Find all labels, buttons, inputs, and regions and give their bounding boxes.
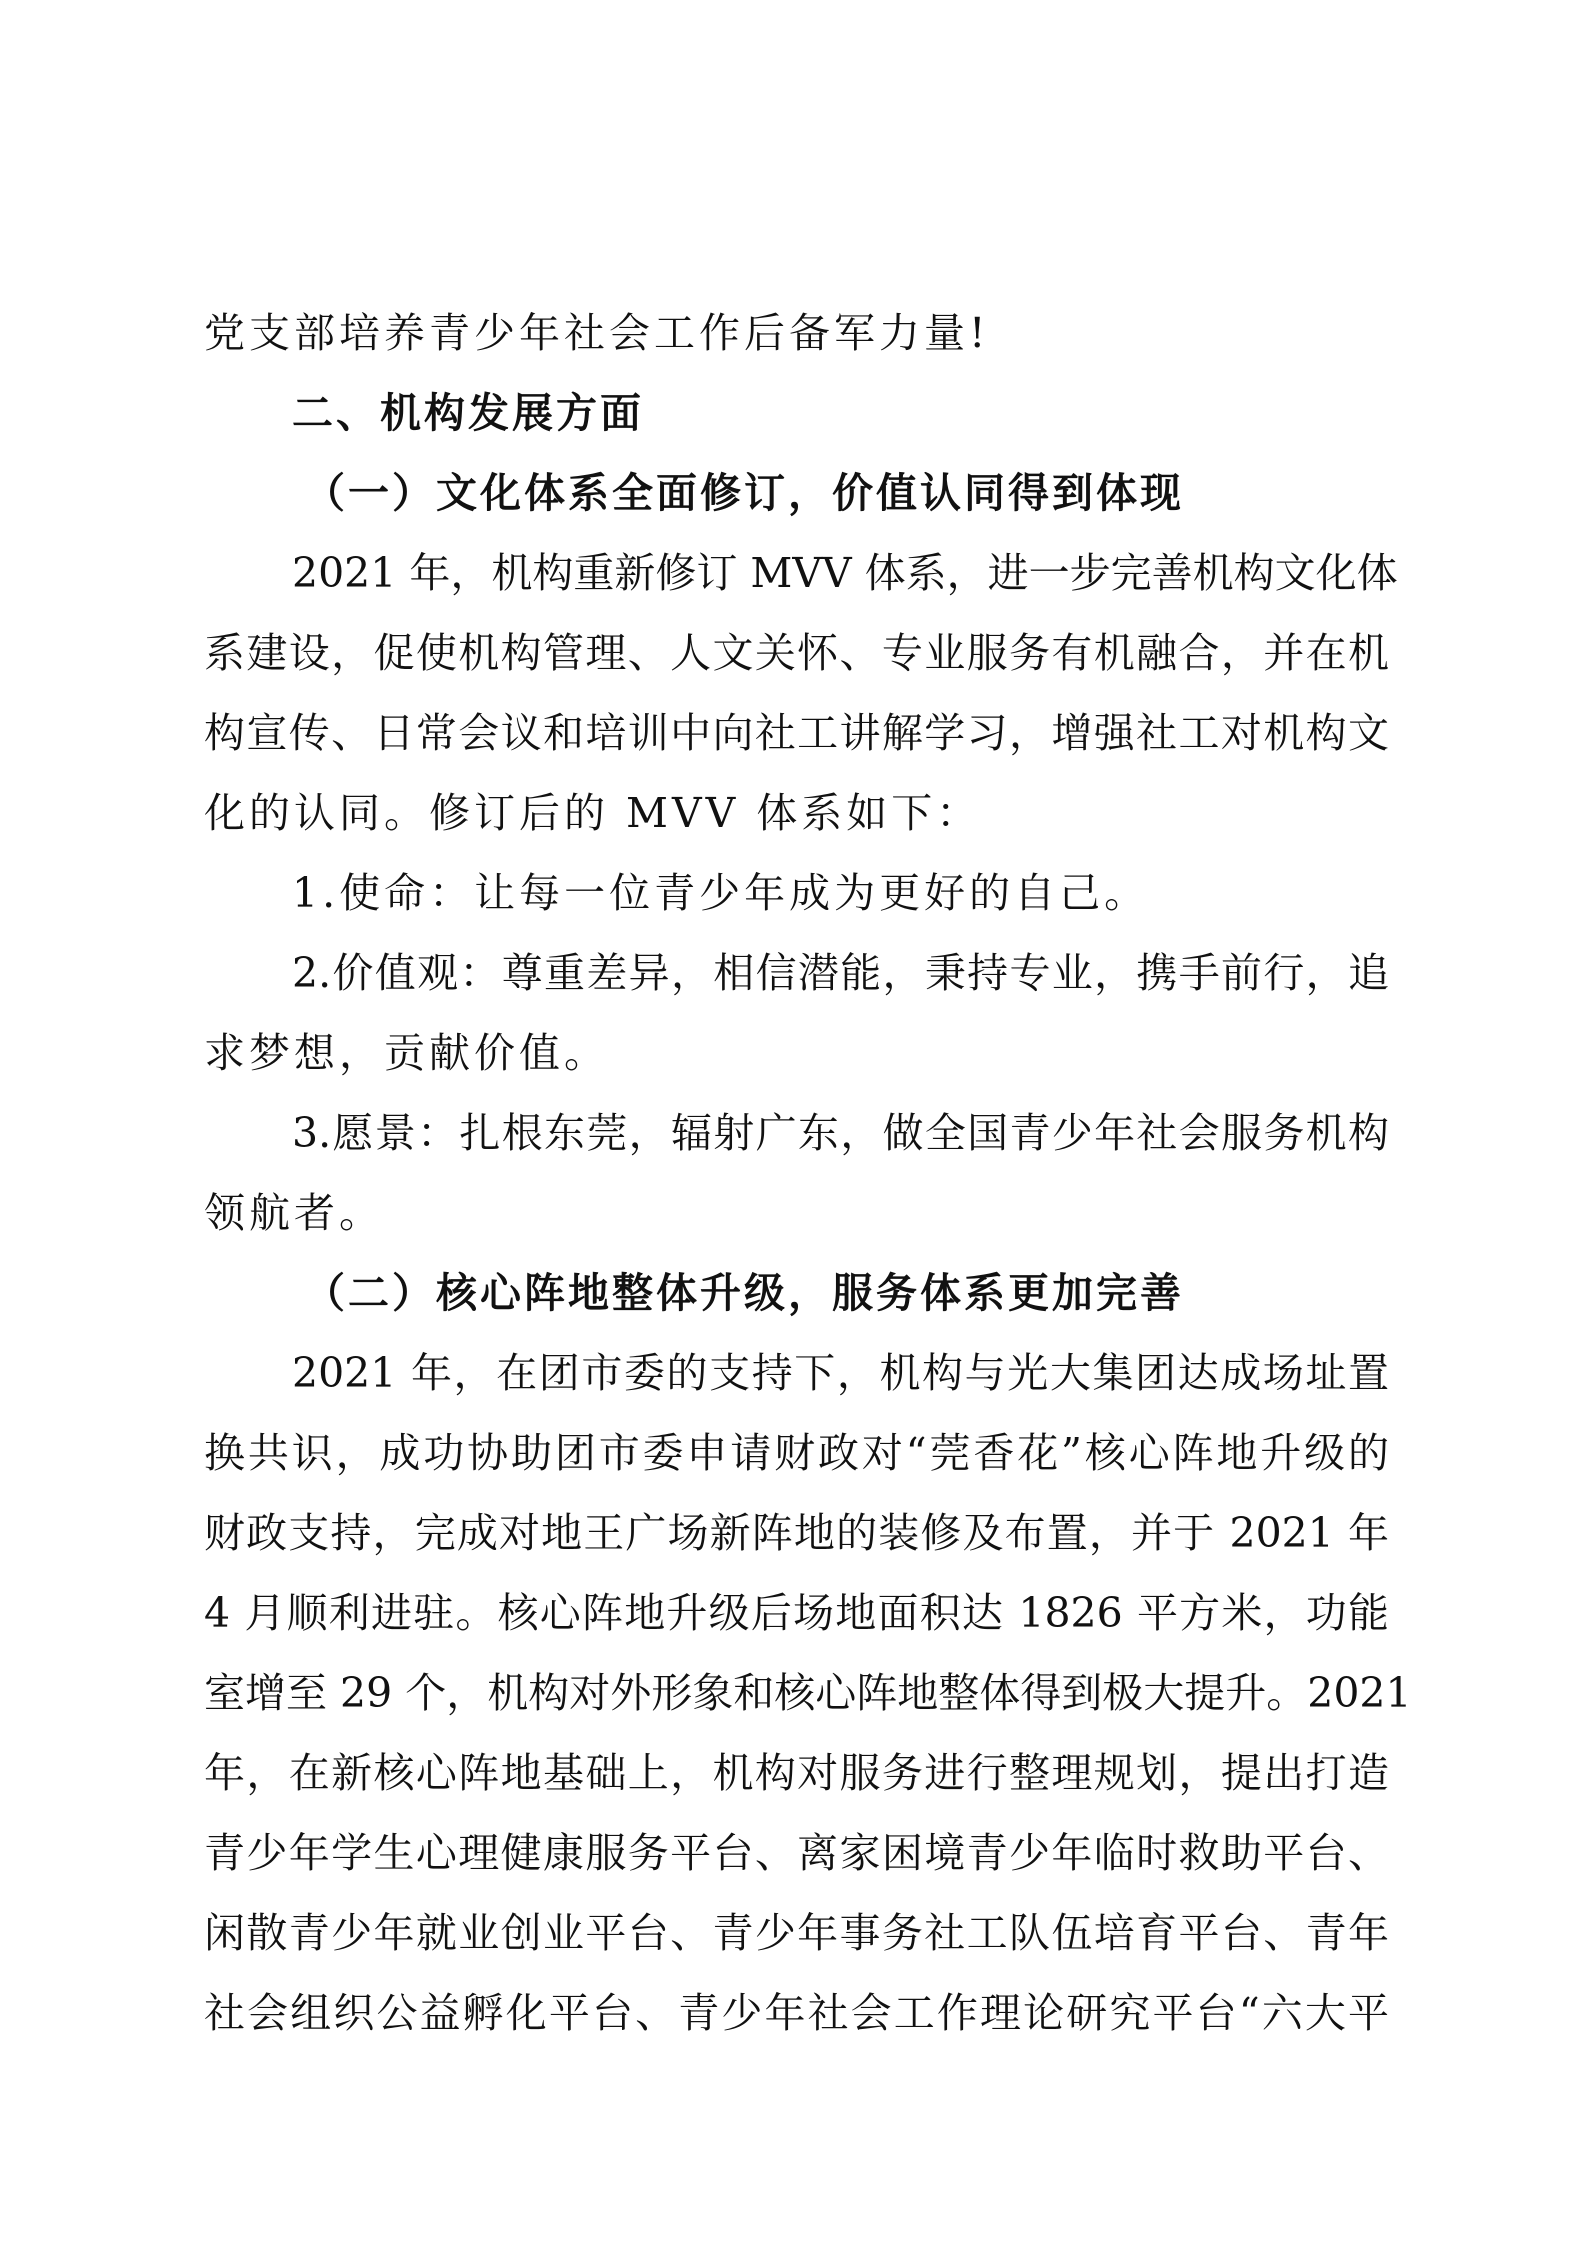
- paragraph-line: 2021 年，机构重新修订 MVV 体系，进一步完善机构文化体: [292, 549, 1398, 597]
- subsection-1-paragraph: [204, 533, 1398, 853]
- list-item-mission: 1.使命：让每一位青少年成为更好的自己。: [292, 869, 1150, 917]
- subsection-2-paragraph: [204, 1333, 1412, 2053]
- paragraph-line: 2021 年，在团市委的支持下，机构与光大集团达成场址置: [292, 1349, 1389, 1397]
- paragraph-line: 年，在新核心阵地基础上，机构对服务进行整理规划，提出打造: [204, 1749, 1389, 1797]
- paragraph-line: 财政支持，完成对地王广场新阵地的装修及布置，并于 2021 年: [204, 1509, 1389, 1557]
- paragraph-line: 化的认同。修订后的 MVV 体系如下：: [204, 789, 982, 837]
- list-item-vision: 3.愿景：扎根东莞，辐射广东，做全国青少年社会服务机构: [292, 1109, 1389, 1157]
- paragraph-line: 青少年学生心理健康服务平台、离家困境青少年临时救助平台、: [204, 1829, 1389, 1877]
- list-item-values-continued: 求梦想，贡献价值。: [204, 1029, 609, 1077]
- list-item-values: 2.价值观：尊重差异，相信潜能，秉持专业，携手前行，追: [292, 949, 1389, 997]
- list-item-vision-continued: 领航者。: [204, 1189, 384, 1237]
- continued-line: 党支部培养青少年社会工作后备军力量!: [204, 309, 990, 357]
- paragraph-line: 室增至 29 个，机构对外形象和核心阵地整体得到极大提升。2021: [204, 1669, 1412, 1717]
- paragraph-line: 闲散青少年就业创业平台、青少年事务社工队伍培育平台、青年: [204, 1909, 1389, 1957]
- paragraph-line: 系建设，促使机构管理、人文关怀、专业服务有机融合，并在机: [204, 629, 1389, 677]
- paragraph-line: 4 月顺利进驻。核心阵地升级后场地面积达 1826 平方米，功能: [204, 1589, 1389, 1637]
- subsection-1-heading: （一）文化体系全面修订，价值认同得到体现: [304, 469, 1184, 517]
- mvv-list: [204, 853, 1389, 1253]
- document-body: [204, 293, 1412, 2053]
- section-heading: 二、机构发展方面: [292, 389, 644, 437]
- paragraph-line: 构宣传、日常会议和培训中向社工讲解学习，增强社工对机构文: [204, 709, 1389, 757]
- subsection-2-heading: （二）核心阵地整体升级，服务体系更加完善: [304, 1269, 1184, 1317]
- paragraph-line: 社会组织公益孵化平台、青少年社会工作理论研究平台“六大平: [204, 1989, 1389, 2037]
- paragraph-line: 换共识，成功协助团市委申请财政对“莞香花”核心阵地升级的: [204, 1429, 1389, 1477]
